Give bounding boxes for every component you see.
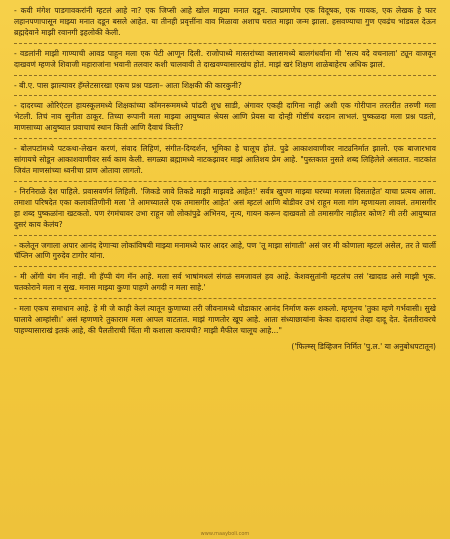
paragraph-8: - मी ओंगी यंग मॅन नाही. मी हॅप्पी यंग मॅन आहे. मला सर्व भाषांमधलं संगळं समजावलं हव आहे. केशवसुतांनी म्हटलंच तसं 'खादाड असे माझी भूक. चतकोराने मला न सुख. मनास माझ्या कुणा पाहणे अगदी न मला साहे.' (14, 272, 436, 293)
paragraph-1: - कवी मंगेश पाडगावकरांनी म्हटलं आहे ना? एक जिप्सी आहे खोल माझ्या मनात दडून. त्याप्रमाणेच एक विदूषक, एक गायक, एक लेखक हे फार लहानपणापासून माझ्या मनात दडून बसले आहेत. या तीनही प्रवृत्तींना वाव मिळावा अशाच घरात माझा जन्म झाला. हसवण्याचा गुण एवढंच भांडवल देऊन ब्रह्मदेवाने माझी रवानगी इहलोकी केली. (14, 6, 436, 37)
dashed-separator (14, 75, 436, 77)
source-note: ('फिल्म्स् डिव्हिजन निर्मित 'पु.ल.' या अनुबोधपटातून) (291, 341, 436, 351)
dashed-separator (14, 181, 436, 183)
paragraph-4: - दादरच्या ओरिएंटल हायस्कूलमध्ये शिक्षकांच्या कॉमनरूममध्ये पांढरी शुभ्र साडी, अंगावर एकही दागिना नाही अशी एक गोरीपान तरतरीत तरुणी मला भेटली. तिचं नाव सुनीता ठाकूर. तिच्या रूपानी मला माझ्या आयुष्यात श्रेयस आणि प्रेयस या दोन्ही गोष्टींचं वरदान लाभलं. पुष्कळदा मला प्रश्न पडतो, माणसाच्या आयुष्यात प्रवाचाचं स्थान किती आणि दैवाचं किती? (14, 101, 436, 133)
paragraph-2: - वडलांनी माझी गाण्याची आवड पाहून मला एक पेटी आणून दिली. राजोपाध्ये मास्तरांच्या क्लासमध्ये बालगंधर्वांना मी 'सत्य वदे वचनाला' ट्यून वाजवून दाखवणं म्हणजे शिवाजी महाराजांना भवानी तलवार कशी चालवावी ते दाखवण्यासारखंच होतं. माझं खरं शिक्षण शाळेबाहेरच अधिक झालं. (14, 48, 436, 69)
dashed-separator (14, 138, 436, 140)
footer-watermark: www.maayboli.com (200, 531, 250, 537)
paragraph-6: - निरनिराळे देश पाहिले. प्रवासवर्णनं लिहिली. 'जिकडे जावे तिकडे माझी माझवडे आहेत!' सर्वत्र खुपण माझ्या घरच्या मजला दिसताहेत' याचा प्रत्यय आला. तमाशा परिषदेत एका कलावंतिणीनी मला 'ते आमच्यातले एक तमासगीर आहेत' असं म्हटलं आणि बोडीवर उभं राहून मला गांग म्हणायला लावलं. तमासगीर हा शब्द पुष्कळांना खटकतो. पण रंगमंचावर उभा राहून जो लोकांपुढे अभिनय, नृत्य, गायन करून दाखवतो तो तमासगीर नाहीतर कोण? मी तरी आयुष्यात दुसरं काय केलंय? (14, 186, 436, 229)
dashed-separator (14, 95, 436, 97)
dashed-separator (14, 43, 436, 45)
document-body (14, 6, 436, 360)
dashed-separator (14, 266, 436, 268)
dashed-separator (14, 235, 436, 237)
paragraph-9: - मला एकच समाधान आहे. हे मी जे काही केलं त्यातून कुणाच्या तरी जीवनामध्ये थोडाकार आनंद निर्माण करू शकलो. म्हणूनच 'तुका म्हणे गर्भवासी। सुखे घालावे आम्हांसी।' असं म्हणणारे तुकाराम मला आपल वाटतात. माझं गाणतोर खूप आहे. आता संध्याछायांना केका दादाराचं तेव्हा दादू देत. देलतीरावरचे पाहण्यासाराखं इतकं आहे, की पैलतीराची चिंता मी कशाला करायची? माझी मैफील चालूच आहे..." (14, 304, 436, 335)
dashed-separator (14, 298, 436, 300)
paragraph-5: - बोलपटांमध्ये पटकथा-लेखन करणं, संवाद लिहिणं, संगीत-दिग्दर्शन, भूमिका हे चालूच होतं. पुढे आकाशवाणीवर नाट्यनिर्मात झालो. एक बाजारभाव सांगायचे सोडून आकाशवाणीवर सर्व काम केली. सगळ्या ब्रह्मामध्ये नाटकझावर माझं आतिशय प्रेम आहे. "पुस्तकात नुसते शब्द लिहिलेले असतात. नाटकांत जिवंत माणसांच्या ध्वनीचा प्राण ओतावा लागतो. (14, 144, 436, 175)
paragraph-3: - बी.ए. पास झाल्यावर हॅम्लेटसारखा एकच प्रश्न पडला– आता शिक्षकी की कारकुनी? (14, 80, 242, 90)
paragraph-7: - कलेतून जगाला अपार आनंद देणाऱ्या लोकांविषयी माझ्या मनामध्ये फार आदर आहे, पण 'तू माझा सांगाती' असं जर मी कोणाला म्हटलं असेल, तर ते चार्ली चॅप्लिन आणि गुरुदेव टागोर यांना. (14, 240, 436, 261)
